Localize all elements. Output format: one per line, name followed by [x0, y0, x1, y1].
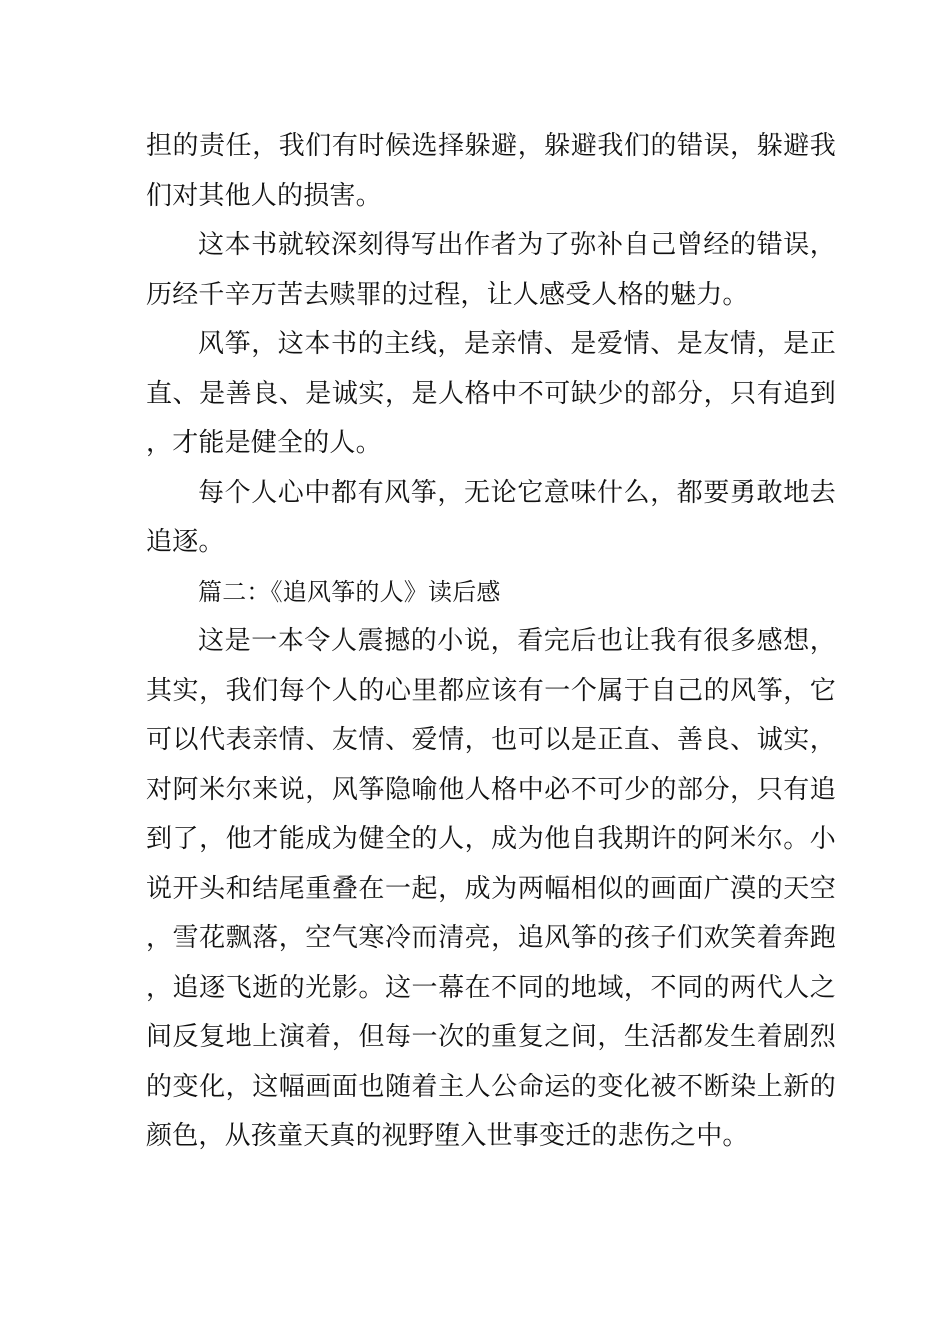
paragraph-continuation: 担的责任，我们有时候选择躲避，躲避我们的错误，躲避我们对其他人的损害。 [146, 131, 836, 211]
document-body [146, 122, 836, 1162]
section-heading: 篇二：《追风筝的人》读后感 [198, 577, 501, 606]
paragraph-section-two: 这是一本令人震撼的小说，看完后也让我有很多感想，其实，我们每个人的心里都应该有一个属于自己的风筝，它可以代表亲情、友情、爱情，也可以是正直、善良、诚实，对阿米尔来说，风筝隐喻他人格中必不可少的部分，只有追到了，他才能成为健全的人，成为他自我期许的阿米尔。小说开头和结尾重叠在一起，成为两幅相似的画面广漠的天空，雪花飘落，空气寒冷而清亮，追风筝的孩子们欢笑着奔跑，追逐飞逝的光影。这一幕在不同的地域，不同的两代人之间反复地上演着，但每一次的重复之间，生活都发生着剧烈的变化，这幅画面也随着主人公命运的变化被不断染上新的颜色，从孩童天真的视野堕入世事变迁的悲伤之中。 [146, 626, 836, 1151]
paragraph-kite-in-heart: 每个人心中都有风筝，无论它意味什么，都要勇敢地去追逐。 [146, 477, 836, 557]
paragraph-kite-mainline: 风筝，这本书的主线，是亲情、是爱情、是友情，是正直、是善良、是诚实，是人格中不可缺少的部分，只有追到，才能是健全的人。 [146, 329, 836, 458]
paragraph-book-depth: 这本书就较深刻得写出作者为了弥补自己曾经的错误，历经千辛万苦去赎罪的过程，让人感受人格的魅力。 [146, 230, 836, 310]
